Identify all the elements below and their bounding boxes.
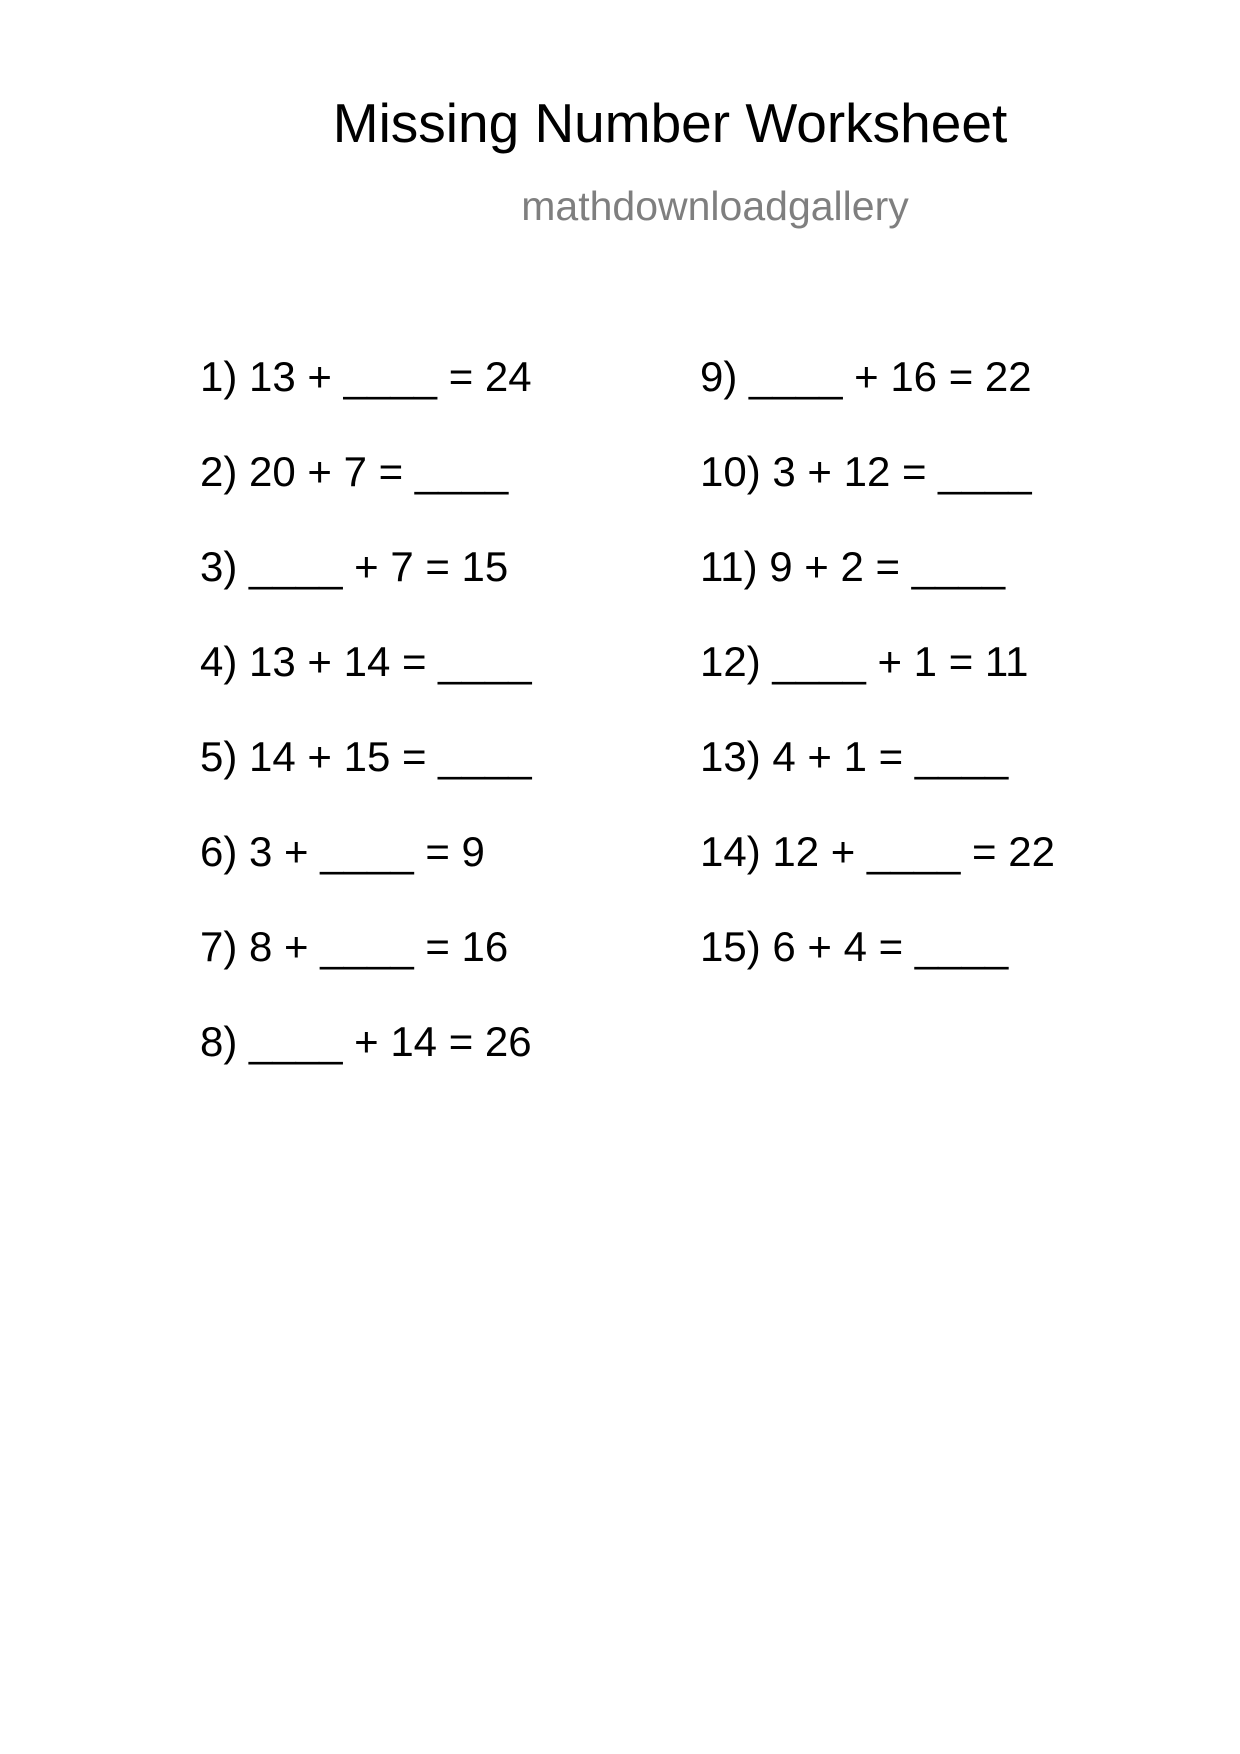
problem-14: 14) 12 + ____ = 22	[700, 828, 1055, 875]
problem-5: 5) 14 + 15 = ____	[200, 733, 532, 780]
problem-9: 9) ____ + 16 = 22	[700, 353, 1032, 400]
problem-6: 6) 3 + ____ = 9	[200, 828, 485, 875]
problem-13: 13) 4 + 1 = ____	[700, 733, 1009, 780]
problem-1: 1) 13 + ____ = 24	[200, 353, 532, 400]
problem-3: 3) ____ + 7 = 15	[200, 543, 509, 590]
problem-12: 12) ____ + 1 = 11	[700, 638, 1029, 685]
problem-11: 11) 9 + 2 = ____	[700, 543, 1006, 590]
worksheet-subtitle: mathdownloadgallery	[521, 183, 909, 229]
problem-4: 4) 13 + 14 = ____	[200, 638, 532, 685]
problem-7: 7) 8 + ____ = 16	[200, 923, 509, 970]
worksheet-title: Missing Number Worksheet	[332, 92, 1008, 154]
problem-10: 10) 3 + 12 = ____	[700, 448, 1032, 495]
problem-15: 15) 6 + 4 = ____	[700, 923, 1009, 970]
problem-8: 8) ____ + 14 = 26	[200, 1018, 532, 1065]
problem-2: 2) 20 + 7 = ____	[200, 448, 509, 495]
